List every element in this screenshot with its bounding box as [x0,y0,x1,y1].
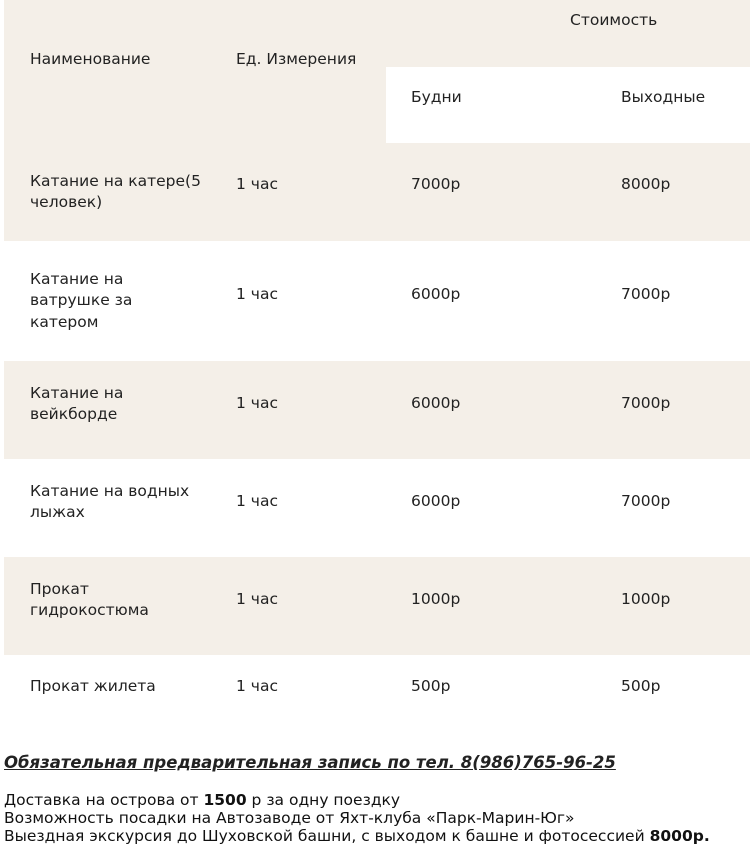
header-weekdays: Будни [411,88,462,107]
row-unit: 1 час [236,394,278,413]
header-unit: Ед. Измерения [236,50,357,69]
header-name: Наименование [30,50,151,69]
row-name: Катание на водных лыжах [30,481,190,521]
row-unit: 1 час [236,492,278,511]
row-name: Катание на вейкборде [30,383,124,423]
row-unit: 1 час [236,175,278,194]
row-name: Катание на ватрушке за катером [30,269,133,331]
delivery-line [4,791,748,809]
row-weekends: 500р [621,677,661,696]
row-name: Катание на катере(5 человек) [30,171,201,211]
excursion-line [4,827,748,845]
row-weekdays: 6000р [411,285,461,304]
delivery-suffix: р за одну поездку [246,791,401,809]
row-weekdays: 1000р [411,590,461,609]
boarding-line: Возможность посадки на Автозаводе от Яхт-клуба «Парк-Марин-Юг» [4,809,575,827]
delivery-price: 1500 [203,791,247,809]
row-weekends: 8000р [621,175,671,194]
row-weekdays: 7000р [411,175,461,194]
booking-notice: Обязательная предварительная запись по тел. 8(986)765-96-25 [4,753,616,772]
delivery-prefix: Доставка на острова от [4,791,204,809]
excursion-prefix: Выездная экскурсия до Шуховской башни, с выходом к башне и фотосессией [4,827,650,845]
row-weekends: 7000р [621,492,671,511]
row-weekdays: 6000р [411,492,461,511]
row-weekends: 7000р [621,285,671,304]
header-weekends: Выходные [621,88,706,107]
notes-section [4,752,748,845]
excursion-price: 8000р. [649,827,710,845]
row-name: Прокат жилета [30,677,156,696]
row-weekends: 1000р [621,590,671,609]
row-unit: 1 час [236,590,278,609]
row-unit: 1 час [236,285,278,304]
header-price-group: Стоимость [570,11,658,30]
row-weekdays: 6000р [411,394,461,413]
row-unit: 1 час [236,677,278,696]
row-name: Прокат гидрокостюма [30,579,149,619]
row-weekdays: 500р [411,677,451,696]
row-weekends: 7000р [621,394,671,413]
